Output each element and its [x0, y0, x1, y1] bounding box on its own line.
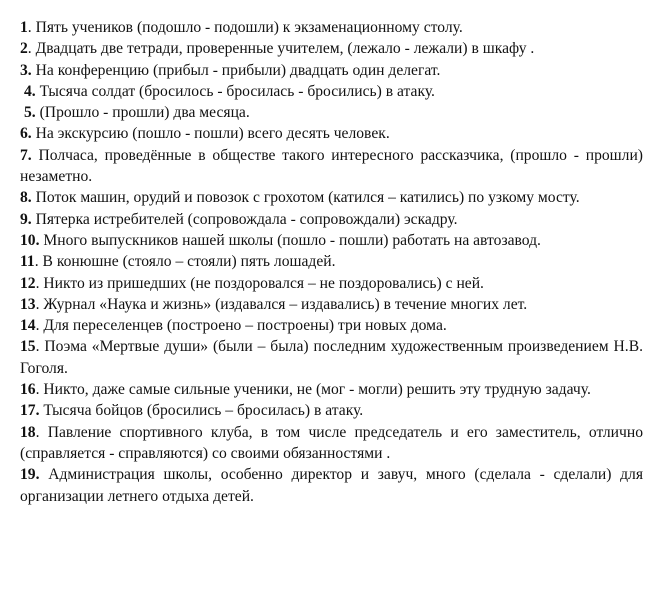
item-number: 16: [20, 381, 36, 399]
item-text: Журнал «Наука и жизнь» (издавался – издавались) в течение многих лет.: [43, 295, 528, 313]
item-text: Двадцать две тетради, проверенные учителем, (лежало - лежали) в шкафу .: [35, 40, 535, 58]
item-number: 9.: [20, 210, 32, 228]
list-item: [20, 273, 643, 294]
item-separator: .: [35, 381, 44, 399]
item-number: 6.: [20, 125, 32, 143]
item-number: 1: [20, 19, 28, 36]
item-text: На экскурсию (пошло - пошли) всего десять человек.: [35, 125, 390, 143]
item-text: Тысяча бойцов (бросились – бросилась) в атаку.: [43, 402, 364, 420]
item-separator: .: [35, 317, 44, 335]
item-text: Поэма «Мертвые души» (были – была) последним художественным произведением Н.В. Гоголя.: [20, 338, 644, 377]
item-separator: .: [27, 19, 36, 36]
item-text: Для переселенцев (построено – построены) три новых дома.: [43, 317, 447, 335]
item-text: В конюшне (стояло – стояли) пять лошадей.: [42, 253, 336, 271]
item-text: Полчаса, проведённые в обществе такого интересного рассказчика, (прошло - прошли) незаметно.: [20, 146, 644, 186]
item-text: Никто из пришедших (не поздоровался – не поздоровались) с ней.: [43, 274, 484, 292]
item-number: 15: [20, 338, 36, 356]
item-number: 5.: [24, 104, 36, 122]
list-item: [20, 17, 643, 38]
list-item: [20, 379, 643, 400]
item-number: 17.: [20, 402, 40, 420]
item-number: 12: [20, 274, 36, 292]
item-text: Много выпускников нашей школы (пошло - пошли) работать на автозавод.: [43, 231, 541, 249]
list-item: [20, 209, 643, 230]
item-number: 2: [20, 40, 28, 58]
item-text: (Прошло - прошли) два месяца.: [39, 104, 250, 122]
list-item: [20, 315, 643, 336]
item-separator: .: [35, 295, 44, 313]
list-item: [20, 294, 643, 315]
item-number: 8.: [20, 189, 32, 207]
item-text: На конференцию (прибыл - прибыли) двадцать один делегат.: [35, 61, 441, 79]
item-separator: .: [27, 40, 36, 58]
list-item: [20, 422, 643, 465]
item-number: 18: [20, 423, 36, 441]
list-item: [20, 60, 643, 81]
item-number: 11: [20, 253, 35, 271]
item-separator: [40, 466, 49, 483]
list-item: [20, 464, 643, 507]
item-text: Никто, даже самые сильные ученики, не (мог - могли) решить эту трудную задачу.: [43, 381, 591, 399]
item-number: 4.: [24, 82, 36, 100]
item-number: 3.: [20, 61, 32, 79]
list-item: [20, 251, 643, 272]
item-number: 14: [20, 317, 36, 335]
list-item: [20, 102, 643, 123]
item-number: 13: [20, 295, 36, 313]
list-item: [20, 230, 643, 251]
item-text: Пятерка истребителей (сопровождала - сопровождали) эскадру.: [35, 210, 458, 228]
item-separator: .: [34, 253, 43, 271]
list-item: [20, 38, 643, 59]
list-item: [20, 187, 643, 208]
list-item: [20, 145, 643, 188]
item-text: Павление спортивного клуба, в том числе председатель и его заместитель, отлично (справляется - справляются) со своими обязанностями .: [20, 423, 643, 462]
list-item: [20, 123, 643, 144]
item-text: Поток машин, орудий и повозок с грохотом (катился – катились) по узкому мосту.: [35, 189, 580, 207]
item-separator: .: [35, 274, 44, 292]
item-text: Администрация школы, особенно директор и завуч, много (сделала - сделали) для организации летнего отдыха детей.: [20, 466, 643, 505]
item-number: 10.: [20, 231, 40, 249]
item-number: 19.: [20, 466, 40, 484]
item-text: Тысяча солдат (бросилось - бросилась - бросились) в атаку.: [39, 82, 435, 100]
item-number: 7.: [20, 146, 32, 164]
list-item: [20, 81, 643, 102]
item-separator: .: [35, 423, 48, 441]
list-item: [20, 400, 643, 421]
item-separator: [32, 147, 39, 164]
item-separator: .: [35, 338, 45, 356]
list-item: [20, 336, 643, 379]
item-text: Пять учеников (подошло - подошли) к экзаменационному столу.: [35, 19, 463, 36]
